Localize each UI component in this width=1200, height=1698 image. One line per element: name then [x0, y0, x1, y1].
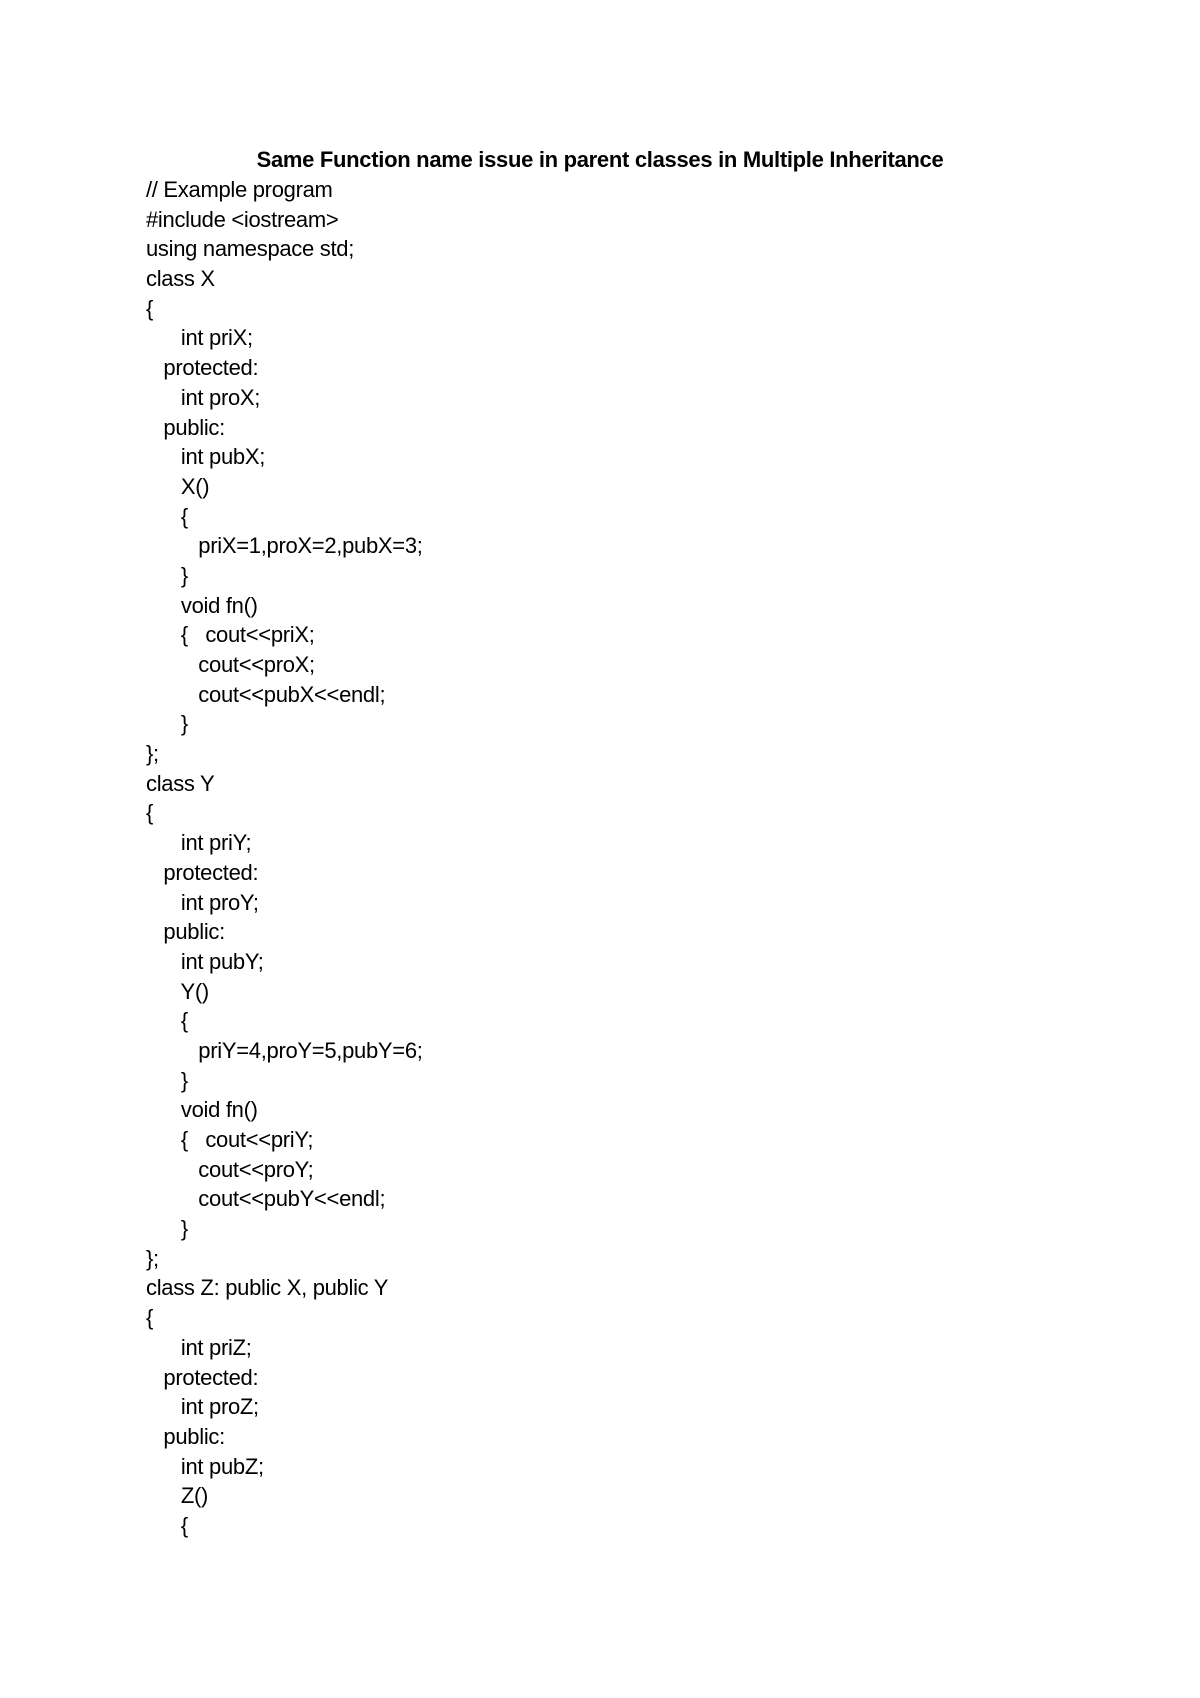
code-line: int priX; — [146, 325, 253, 351]
code-line: cout<<proY; — [146, 1156, 314, 1182]
code-line: int pubZ; — [146, 1453, 264, 1479]
code-line: { — [146, 1305, 154, 1331]
code-line: void fn() — [146, 592, 258, 618]
code-line: int priZ; — [146, 1334, 252, 1360]
page-title: Same Function name issue in parent classes in Multiple Inheritance — [256, 147, 944, 172]
code-block — [146, 175, 1146, 1541]
code-line: public: — [146, 919, 225, 945]
code-line: int pubY; — [146, 948, 264, 974]
code-line: cout<<pubX<<endl; — [146, 681, 386, 707]
code-line: }; — [146, 1245, 159, 1271]
code-line: { — [146, 1008, 188, 1034]
code-line: { — [146, 503, 188, 529]
code-line: protected: — [146, 355, 259, 381]
code-line: protected: — [146, 1364, 259, 1390]
code-line: priX=1,proX=2,pubX=3; — [146, 533, 423, 559]
code-line: }; — [146, 741, 159, 767]
code-line: class Y — [146, 770, 215, 796]
code-line: { — [146, 1512, 188, 1538]
code-line: #include <iostream> — [146, 206, 339, 232]
code-line: public: — [146, 414, 225, 440]
code-line: { — [146, 295, 154, 321]
code-line: int priY; — [146, 830, 252, 856]
code-line: { cout<<priY; — [146, 1127, 314, 1152]
code-line: protected: — [146, 859, 259, 885]
code-line: } — [146, 1216, 188, 1242]
code-line: Y() — [146, 978, 209, 1004]
code-line: using namespace std; — [146, 236, 355, 262]
code-line: int proZ; — [146, 1394, 259, 1420]
code-line: { cout<<priX; — [146, 622, 315, 648]
code-line: cout<<pubY<<endl; — [146, 1186, 386, 1212]
code-line: class Z: public X, public Y — [146, 1275, 389, 1301]
code-line: int pubX; — [146, 444, 266, 470]
code-line: void fn() — [146, 1097, 258, 1123]
code-line: int proY; — [146, 889, 259, 915]
code-line: priY=4,proY=5,pubY=6; — [146, 1037, 423, 1063]
code-line: cout<<proX; — [146, 652, 315, 677]
code-line: } — [146, 1067, 188, 1093]
code-line: class X — [146, 266, 215, 292]
code-line: X() — [146, 473, 210, 499]
code-line: } — [146, 711, 188, 737]
code-line: } — [146, 562, 188, 588]
code-line: public: — [146, 1423, 225, 1449]
code-line: // Example program — [146, 177, 333, 202]
code-line: { — [146, 800, 154, 826]
code-line: int proX; — [146, 384, 261, 410]
code-line: Z() — [146, 1483, 209, 1509]
